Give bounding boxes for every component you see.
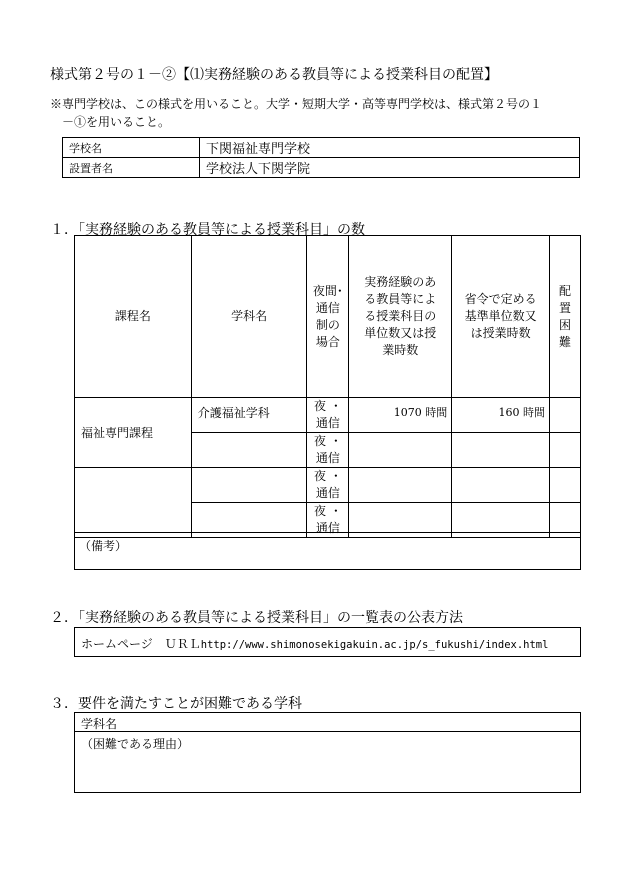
night-cell-line: 通信 [315, 486, 340, 500]
remarks-box [74, 532, 581, 570]
col-header-practical [349, 236, 452, 398]
difficult-char: 困 [559, 317, 572, 332]
practical-line: 単位数又は授 [364, 326, 437, 340]
night-line: 場合 [315, 334, 340, 349]
school-info-table [62, 137, 580, 178]
standard-line: は授業時数 [470, 326, 531, 340]
section2-heading: ２．「実務経験のある教員等による授業科目」の一覧表の公表方法 [50, 610, 463, 626]
difficult-dept-box [74, 712, 581, 732]
section3-heading: ３．要件を満たすことが困難である学科 [50, 696, 302, 712]
night-line: 通信 [315, 300, 340, 315]
difficulty-reason-box [74, 731, 581, 793]
course-name-cell: 福祉専門課程 [75, 398, 192, 468]
night-cell-line: 夜 ・ [314, 434, 342, 448]
col-header-standard [452, 236, 550, 398]
difficult-cell [550, 468, 581, 503]
course-name-cell [75, 468, 192, 538]
department-cell [191, 468, 307, 503]
col-header-department: 学科名 [191, 236, 307, 398]
night-line: 制の [315, 317, 340, 332]
practical-line: 業時数 [382, 343, 419, 357]
difficult-cell [550, 433, 581, 468]
night-cell-line: 通信 [315, 521, 340, 535]
practical-line: る授業科目の [364, 309, 437, 323]
standard-hours-cell: 160 時間 [452, 398, 550, 433]
night-cell-line: 通信 [315, 451, 340, 465]
difficult-cell [550, 398, 581, 433]
instruction-note-line2: －①を用いること。 [62, 115, 171, 129]
standard-hours-cell [452, 433, 550, 468]
practical-hours-cell [349, 468, 452, 503]
standard-line: 省令で定める [464, 292, 537, 306]
night-cell-line: 通信 [315, 416, 340, 430]
course-count-table [74, 235, 581, 538]
practical-line: る教員等によ [364, 292, 437, 306]
night-cell-line: 夜 ・ [314, 504, 342, 518]
col-header-course: 課程名 [75, 236, 192, 398]
night-cell [307, 433, 349, 468]
publication-method-box [74, 627, 581, 657]
practical-hours-cell [349, 433, 452, 468]
table-row [75, 468, 581, 503]
night-cell-line: 夜 ・ [314, 399, 342, 413]
col-header-night [307, 236, 349, 398]
difficult-char: 難 [559, 334, 572, 349]
night-cell [307, 398, 349, 433]
instruction-note-line1: ※専門学校は、この様式を用いること。大学・短期大学・高等専門学校は、様式第２号の１ [50, 97, 543, 111]
section1-heading: １．「実務経験のある教員等による授業科目」の数 [50, 222, 365, 238]
table-row [75, 398, 581, 433]
school-name-value: 下関福祉専門学校 [200, 138, 580, 158]
reason-label: （困難である理由） [81, 737, 190, 751]
homepage-url-label: ホームページ ＵＲＬ [81, 637, 201, 651]
standard-line: 基準単位数又 [464, 309, 537, 323]
col-header-difficult [550, 236, 581, 398]
difficult-char: 置 [559, 300, 572, 315]
school-name-label: 学校名 [63, 138, 200, 158]
form-title: 様式第２号の１－②【⑴実務経験のある教員等による授業科目の配置】 [50, 67, 498, 83]
homepage-url-link[interactable]: http://www.shimonosekigakuin.ac.jp/s_fukushi/index.html [200, 639, 549, 651]
founder-value: 学校法人下関学院 [200, 158, 580, 178]
night-cell [307, 468, 349, 503]
dept-name-label: 学科名 [81, 717, 118, 731]
difficult-char: 配 [559, 283, 572, 298]
remarks-label: （備考） [79, 539, 128, 553]
practical-hours-cell: 1070 時間 [349, 398, 452, 433]
night-line: 夜間･ [312, 283, 343, 298]
night-cell-line: 夜 ・ [314, 469, 342, 483]
department-cell: 介護福祉学科 [191, 398, 307, 433]
standard-hours-cell [452, 468, 550, 503]
department-cell [191, 433, 307, 468]
practical-line: 実務経験のあ [364, 275, 437, 289]
founder-label: 設置者名 [63, 158, 200, 178]
